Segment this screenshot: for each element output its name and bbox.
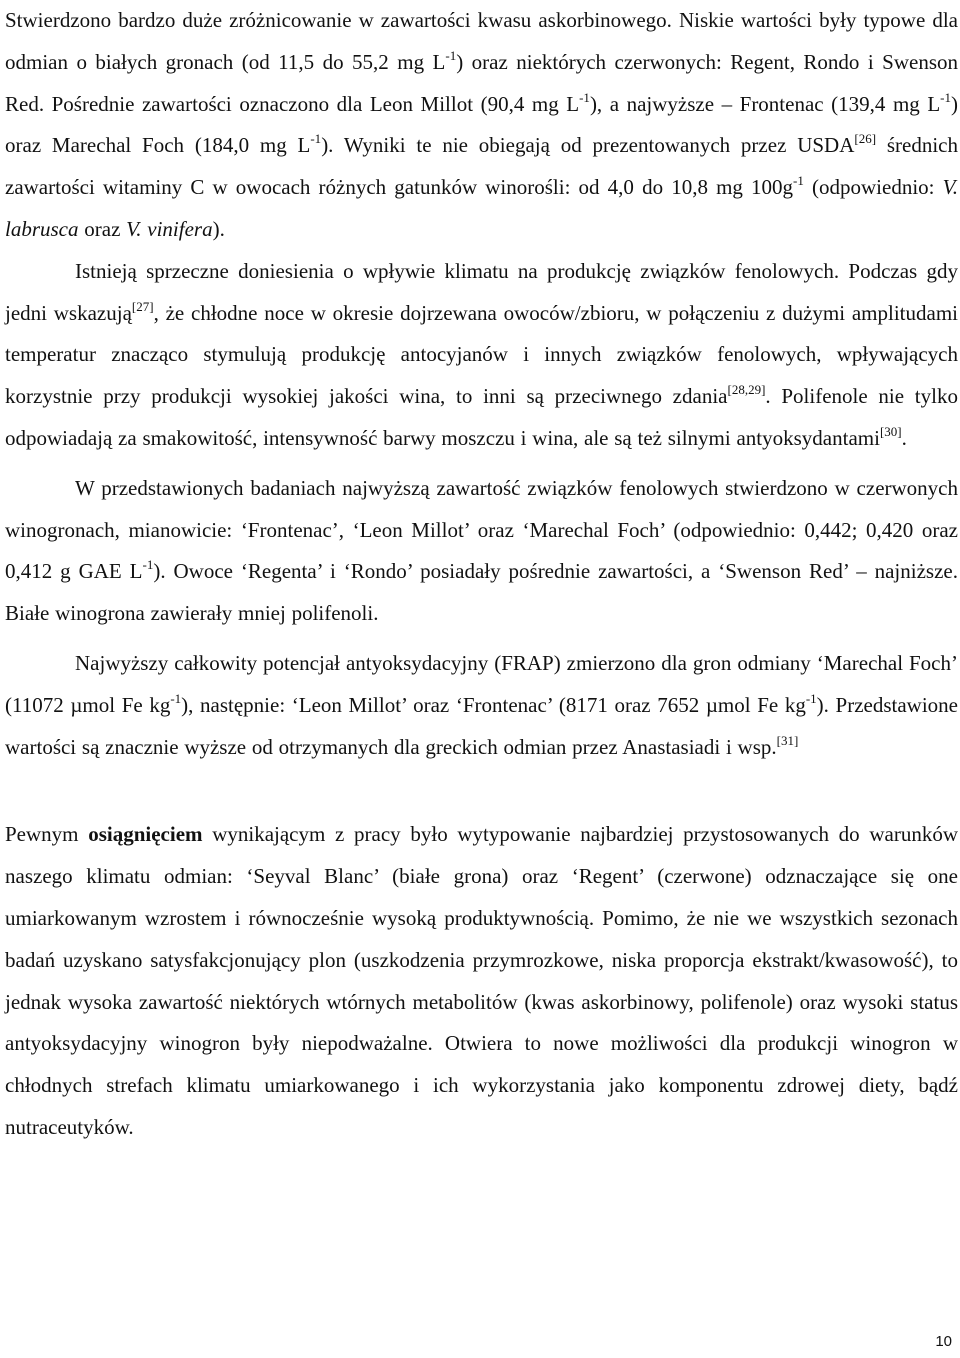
superscript: -1 (142, 557, 154, 573)
superscript: -1 (793, 173, 804, 189)
text-run: Stwierdzono bardzo duże zróżnicowanie w zawartości kwasu askorbinowego. Niskie wartości były typowe dla odmian o białych gronach (od 11,5 do 55,2 mg L (5, 8, 958, 74)
text-run: ). (212, 216, 225, 241)
paragraph-spacer (5, 460, 958, 468)
text-run: W przedstawionych badaniach najwyższą zawartość związków fenolowych stwierdzono w czerwonych winogronach, mianowicie: ‘Frontenac’, ‘Leon Millot’ oraz ‘Marechal Foch’ (odpowiednio: 0,442; 0,420 oraz 0,412 g GAE L (5, 475, 958, 584)
text-run: ). Przedstawione wartości są znacznie wyższe od otrzymanych dla greckich odmian przez Anastasiadi i wsp. (5, 692, 958, 759)
paragraph-phenolic-content (5, 468, 958, 635)
text-run: . Polifenole nie tylko odpowiadają za smakowitość, intensywność barwy moszczu i wina, ale są też silnymi antyoksydantami (5, 384, 958, 450)
text-column (5, 0, 958, 1149)
text-run: wynikającym z pracy było wytypowanie najbardziej przystosowanych do warunków naszego klimatu odmian: ‘Seyval Blanc’ (białe grona) oraz ‘Regent’ (czerwone) odznaczające się one umiarkowanym wzrostem i równocześnie wysoką produktywnością. Pomimo, że nie we wszystkich sezonach badań uzyskano satysfakcjonujący plon (uszkodzenia przymrozkowe, niska proporcja ekstrakt/kwasowość), to jednak wysoka zawartość niektórych wtórnych metabolitów (kwas askorbinowy, polifenole) oraz wysoki status antyoksydacyjny winogron były niepodważalne. Otwiera to nowe możliwości dla produkcji winogron w chłodnych strefach klimatu umiarkowanego i ich wykorzystania jako komponentu zdrowej diety, bądź nutraceutyków. (5, 822, 959, 1139)
superscript: -1 (445, 47, 457, 63)
superscript: -1 (170, 690, 182, 706)
paragraph-spacer (5, 635, 958, 643)
text-run: średnich zawartości witaminy C w owocach różnych gatunków winorośli: od 4,0 do 10,8 mg 100g (5, 133, 958, 200)
paragraph-achievement (5, 814, 958, 1148)
paragraph-phenolics-climate (5, 251, 958, 460)
species-name: V. vinifera (126, 216, 213, 241)
citation-27: [27] (131, 298, 154, 314)
text-run: Istnieją sprzeczne doniesienia o wpływie klimatu na produkcję związków fenolowych. Podczas gdy jedni wskazują (5, 258, 958, 325)
citation-30: [30] (879, 423, 902, 439)
text-run: (odpowiednio: (803, 175, 943, 200)
citation-31: [31] (776, 732, 799, 748)
text-run: Najwyższy całkowity potencjał antyoksydacyjny (FRAP) zmierzono dla gron odmiany ‘Marechal Foch’ (11072 µmol Fe kg (5, 650, 958, 717)
superscript: -1 (579, 89, 590, 105)
citation-26: [26] (854, 131, 877, 147)
text-run: ), a najwyższe – Frontenac (139,4 mg L (589, 91, 941, 116)
text-run: . (901, 425, 907, 450)
page-number: 10 (935, 1333, 952, 1350)
text-run: ) oraz niektórych czerwonych: Regent, Rondo i Swenson Red. Pośrednie zawartości oznaczono dla Leon Millot (90,4 mg L (5, 49, 958, 116)
superscript: -1 (805, 690, 817, 706)
text-run: , że chłodne noce w okresie dojrzewana owoców/zbioru, w połączeniu z dużymi amplitudami temperatur znacząco stymulują produkcję antocyjanów i innych związków fenolowych, wpływających korzystnie przy produkcji wysokiej jakości wina, to inni są przeciwnego zdania (5, 300, 958, 409)
text-run: ). Wyniki te nie obiegają od prezentowanych przez USDA (321, 133, 855, 158)
paragraph-frap (5, 643, 958, 768)
superscript: -1 (310, 131, 322, 147)
text-run: Pewnym (5, 822, 89, 847)
text-run: ), następnie: ‘Leon Millot’ oraz ‘Frontenac’ (8171 oraz 7652 µmol Fe kg (181, 692, 806, 717)
superscript: -1 (940, 89, 951, 105)
section-spacer (5, 768, 958, 814)
text-run: ). Owoce ‘Regenta’ i ‘Rondo’ posiadały pośrednie zawartości, a ‘Swenson Red’ – najniższe. Białe winogrona zawierały mniej polifenoli. (5, 559, 958, 626)
paragraph-ascorbic-acid (5, 0, 958, 251)
citation-28-29: [28,29] (727, 382, 766, 398)
text-run: ) oraz Marechal Foch (184,0 mg L (5, 91, 958, 158)
text-run: oraz (78, 216, 127, 241)
species-name: V. labrusca (5, 175, 959, 241)
bold-term: osiągnięciem (88, 822, 203, 847)
